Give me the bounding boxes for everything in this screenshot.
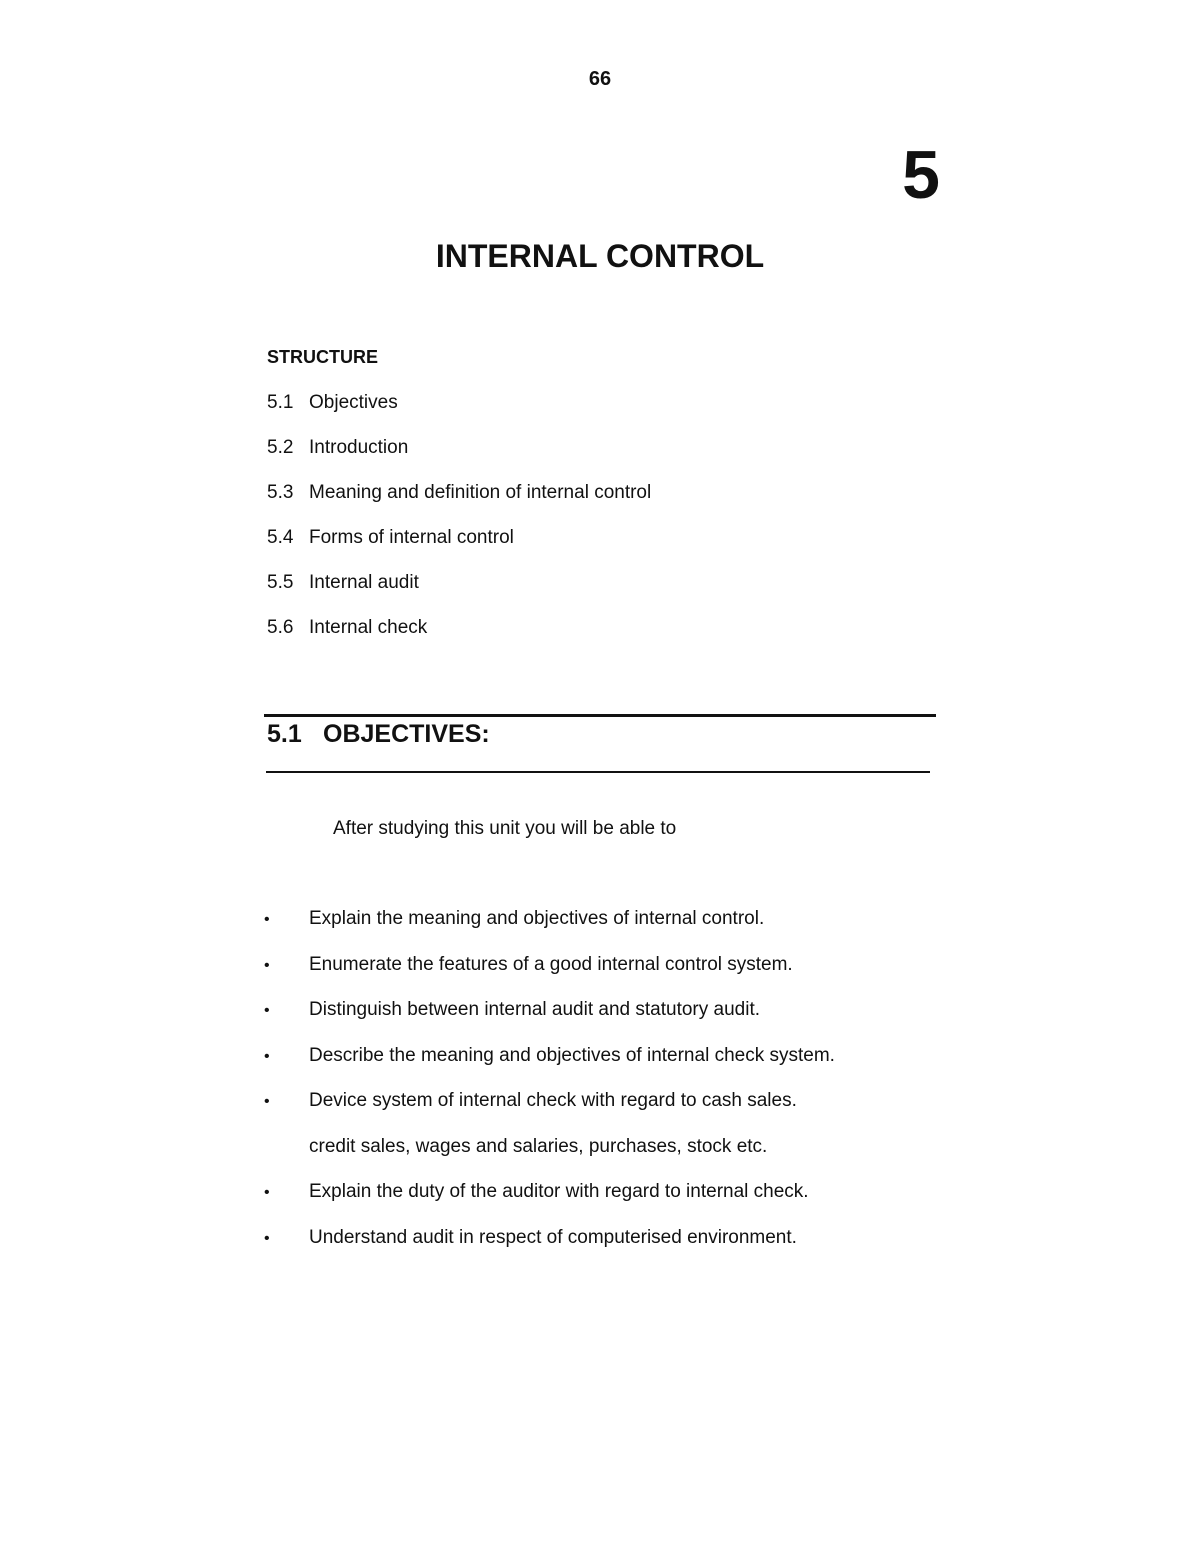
- objective-item: [264, 1045, 835, 1091]
- chapter-number: 5: [902, 137, 940, 213]
- section-title: OBJECTIVES:: [323, 720, 490, 748]
- structure-heading: STRUCTURE: [267, 347, 378, 367]
- bullet-icon: •: [264, 1229, 270, 1247]
- structure-item: [267, 572, 651, 617]
- bullet-icon: •: [264, 1184, 270, 1201]
- objective-item: [264, 999, 835, 1045]
- structure-item: [267, 437, 651, 482]
- objective-item: [264, 908, 835, 954]
- objective-item: [264, 1090, 835, 1136]
- structure-item: [267, 482, 651, 527]
- structure-item-number: 5.1: [267, 392, 294, 413]
- objective-item: [264, 1227, 835, 1273]
- objective-item: [264, 954, 835, 1000]
- objective-text: Enumerate the features of a good internal control system.: [309, 953, 793, 975]
- bullet-icon: •: [264, 956, 270, 974]
- objective-text: Device system of internal check with regard to cash sales.: [309, 1090, 797, 1111]
- structure-item: [267, 527, 651, 572]
- bullet-icon: •: [264, 1093, 270, 1110]
- section-heading: [267, 720, 490, 749]
- bullet-icon: •: [264, 911, 270, 928]
- chapter-title: INTERNAL CONTROL: [435, 238, 765, 274]
- structure-item: [267, 392, 651, 437]
- section-rule-bottom: [266, 771, 930, 773]
- structure-item-label: Internal audit: [309, 572, 419, 593]
- structure-item-number: 5.4: [267, 527, 294, 548]
- structure-list: [267, 392, 651, 662]
- bullet-icon: •: [264, 1002, 270, 1019]
- page-number: 66: [588, 68, 612, 90]
- objective-text: Distinguish between internal audit and statutory audit.: [309, 999, 760, 1020]
- objective-text: Understand audit in respect of computerised environment.: [309, 1226, 797, 1248]
- bullet-icon: •: [264, 1047, 270, 1065]
- objective-item-continuation: [264, 1136, 835, 1182]
- structure-item-number: 5.5: [267, 572, 294, 593]
- section-rule-top: [264, 714, 936, 717]
- objective-text: Describe the meaning and objectives of internal check system.: [309, 1044, 835, 1066]
- structure-item-label: Objectives: [309, 392, 398, 413]
- objectives-intro: After studying this unit you will be able to: [333, 818, 677, 839]
- structure-item-label: Internal check: [309, 617, 428, 638]
- structure-item-label: Meaning and definition of internal control: [309, 482, 652, 503]
- structure-item-number: 5.3: [267, 482, 294, 503]
- objectives-list: [264, 908, 835, 1272]
- structure-item-number: 5.2: [267, 437, 294, 458]
- objective-text: Explain the duty of the auditor with regard to internal check.: [309, 1181, 809, 1202]
- objective-item: [264, 1181, 835, 1227]
- structure-item: [267, 617, 651, 662]
- structure-item-number: 5.6: [267, 617, 294, 638]
- structure-item-label: Forms of internal control: [309, 527, 514, 548]
- objective-text: credit sales, wages and salaries, purchases, stock etc.: [309, 1135, 768, 1157]
- objective-text: Explain the meaning and objectives of internal control.: [309, 908, 765, 929]
- section-number: 5.1: [267, 720, 302, 748]
- structure-item-label: Introduction: [309, 437, 409, 458]
